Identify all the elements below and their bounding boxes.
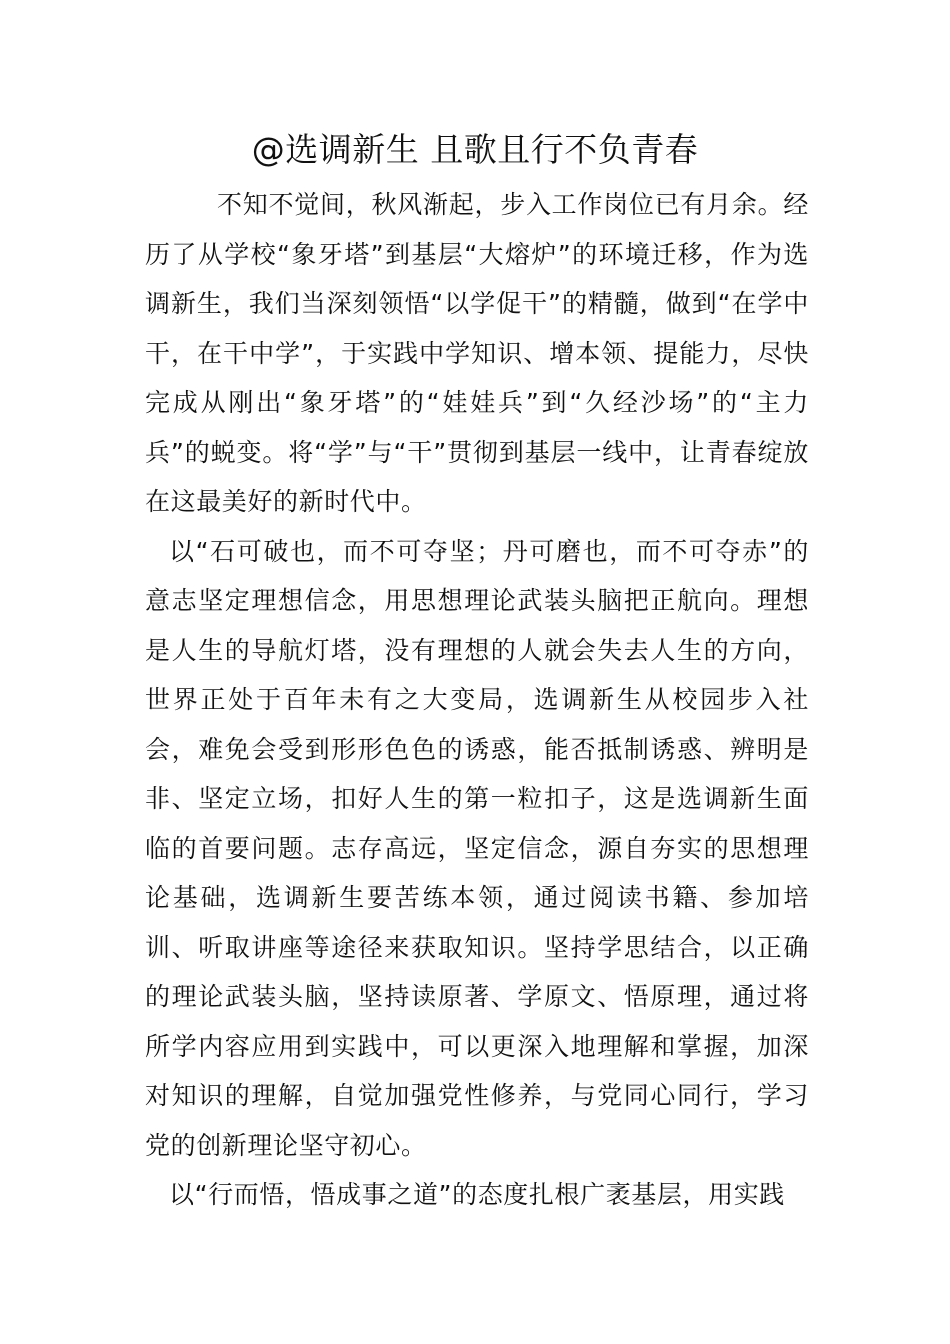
document-title: @选调新生 且歌且行不负青春 xyxy=(251,130,699,169)
paragraph-2: 以“石可破也，而不可夺坚；丹可磨也，而不可夺赤”的意志坚定理想信念，用思想理论武装头脑把正航向。理想是人生的导航灯塔，没有理想的人就会失去人生的方向，世界正处于百年未有之大变局，选调新生从校园步入社会，难免会受到形形色色的诱惑，能否抵制诱惑、辨明是非、坚定立场，扣好人生的第一粒扣子，这是选调新生面临的首要问题。志存高远，坚定信念，源自夯实的思想理论基础，选调新生要苦练本领，通过阅读书籍、参加培训、听取讲座等途径来获取知识。坚持学思结合，以正确的理论武装头脑，坚持读原著、学原文、悟原理，通过将所学内容应用到实践中，可以更深入地理解和掌握，加深对知识的理解，自觉加强党性修养，与党同心同行，学习党的创新理论坚守初心。 xyxy=(145,536,809,1160)
document-body xyxy=(145,180,809,1220)
paragraph-1: 不知不觉间，秋风渐起，步入工作岗位已有月余。经历了从学校“象牙塔”到基层“大熔炉”的环境迁移，作为选调新生，我们当深刻领悟“以学促干”的精髓，做到“在学中干，在干中学”，于实践中学知识、增本领、提能力，尽快完成从刚出“象牙塔”的“娃娃兵”到“久经沙场”的“主力兵”的蜕变。将“学”与“干”贯彻到基层一线中，让青春绽放在这最美好的新时代中。 xyxy=(145,190,809,516)
paragraph-3: 以“行而悟，悟成事之道”的态度扎根广袤基层，用实践 xyxy=(169,1180,785,1209)
